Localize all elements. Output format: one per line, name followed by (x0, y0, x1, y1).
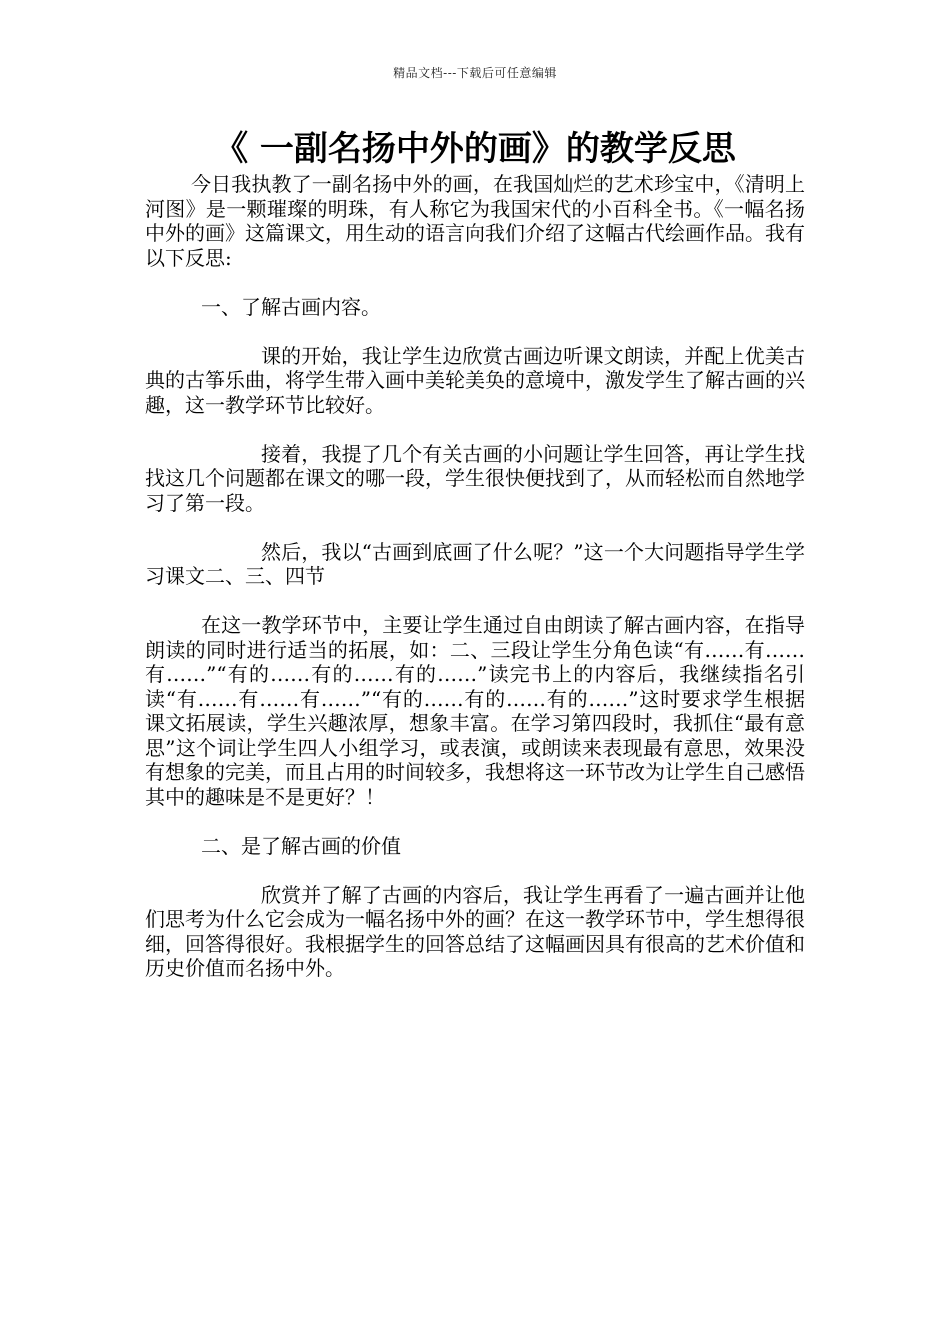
section2-heading: 二、是了解古画的价值 (201, 833, 401, 858)
section1-heading: 一、了解古画内容。 (201, 294, 381, 319)
section2-paragraph-1: 欣赏并了解了古画的内容后，我让学生再看了一遍古画并让他们思考为什么它会成为一幅名扬中外的画？在这一教学环节中，学生想得很细，回答得很好。我根据学生的回答总结了这幅画因具有很高的艺术价值和历史价值而名扬中外。 (145, 882, 805, 980)
section1-paragraph-1: 课的开始，我让学生边欣赏古画边听课文朗读，并配上优美古典的古筝乐曲，将学生带入画中美轮美奂的意境中，激发学生了解古画的兴趣，这一教学环节比较好。 (145, 343, 805, 417)
document-body (145, 172, 805, 981)
section1-paragraph-4: 在这一教学环节中，主要让学生通过自由朗读了解古画内容，在指导朗读的同时进行适当的拓展，如：二、三段让学生分角色读“有……有……有……”“有的……有的……有的……”读完书上的内容后，我继续指名引读“有……有……有……”“有的……有的……有的……”这时要求学生根据课文拓展读，学生兴趣浓厚，想象丰富。在学习第四段时，我抓住“最有意思”这个词让学生四人小组学习，或表演，或朗读来表现最有意思，效果没有想象的完美，而且占用的时间较多，我想将这一环节改为让学生自己感悟其中的趣味是不是更好？！ (145, 613, 805, 809)
header-note: 精品文档---下载后可任意编辑 (393, 66, 557, 80)
section1-paragraph-3: 然后，我以“古画到底画了什么呢？”这一个大问题指导学生学习课文二、三、四节 (145, 539, 805, 588)
intro-paragraph: 今日我执教了一副名扬中外的画，在我国灿烂的艺术珍宝中，《清明上河图》是一颗璀璨的明珠，有人称它为我国宋代的小百科全书。《一幅名扬中外的画》这篇课文，用生动的语言向我们介绍了这幅古代绘画作品。我有以下反思: (145, 172, 805, 270)
paragraph-gap (145, 270, 805, 295)
paragraph-gap (145, 319, 805, 344)
paragraph-gap (145, 417, 805, 442)
section1-paragraph-2: 接着，我提了几个有关古画的小问题让学生回答，再让学生找找这几个问题都在课文的哪一段，学生很快便找到了，从而轻松而自然地学习了第一段。 (145, 441, 805, 515)
document-title: 《 一副名扬中外的画》的教学反思 (214, 129, 736, 169)
paragraph-gap (145, 515, 805, 540)
paragraph-gap (145, 809, 805, 834)
paragraph-gap (145, 589, 805, 614)
paragraph-gap (145, 858, 805, 883)
